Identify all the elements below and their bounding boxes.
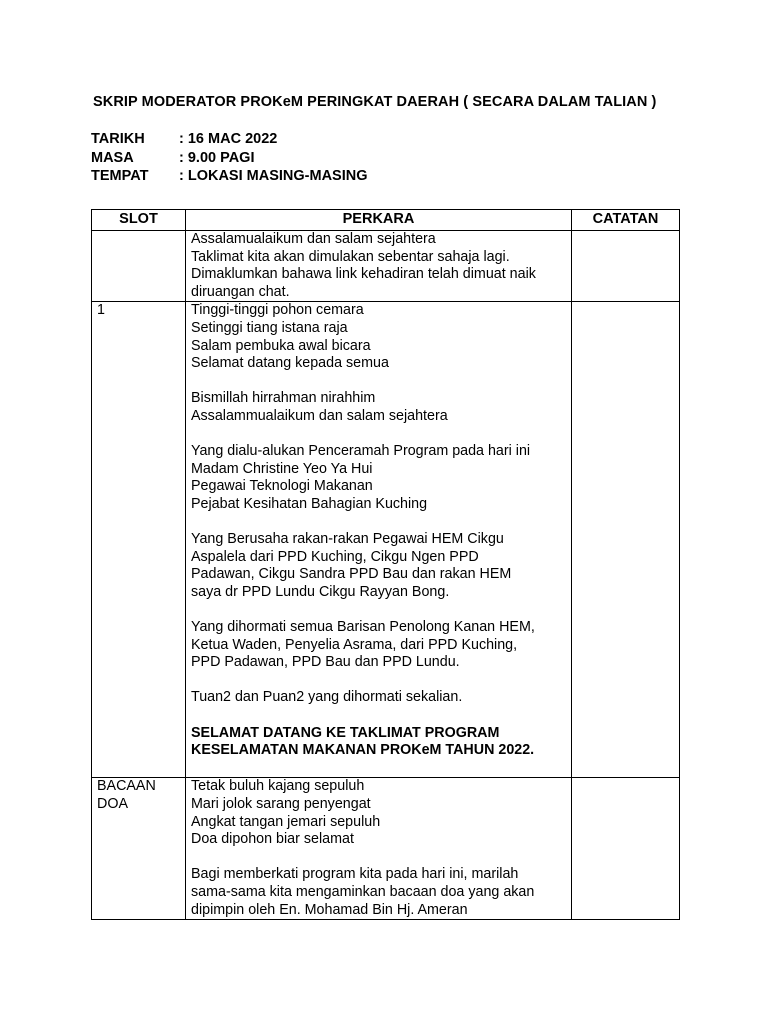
script-line: saya dr PPD Lundu Cikgu Rayyan Bong. xyxy=(191,583,450,600)
slot-line: BACAAN xyxy=(97,778,156,795)
script-line: diruangan chat. xyxy=(191,283,290,300)
blank-line xyxy=(191,601,566,619)
table-row xyxy=(92,231,680,302)
table-row xyxy=(92,778,680,920)
script-line: sama-sama kita mengaminkan bacaan doa yang akan xyxy=(191,883,535,900)
blank-line xyxy=(191,760,566,778)
meta-value: : 9.00 PAGI xyxy=(179,149,255,166)
table-header-row xyxy=(92,210,680,231)
welcome-heading-line: SELAMAT DATANG KE TAKLIMAT PROGRAM xyxy=(191,724,500,741)
script-line: Mari jolok sarang penyengat xyxy=(191,796,371,812)
script-line: Tinggi-tinggi pohon cemara xyxy=(191,302,364,319)
script-line: Doa dipohon biar selamat xyxy=(191,831,354,848)
slot-cell: 1 xyxy=(92,302,186,778)
blank-line xyxy=(191,426,566,444)
script-line: Tuan2 dan Puan2 yang dihormati sekalian. xyxy=(191,689,463,706)
script-line: PPD Padawan, PPD Bau dan PPD Lundu. xyxy=(191,654,460,671)
catatan-cell xyxy=(572,778,680,920)
script-line: dipimpin oleh En. Mohamad Bin Hj. Ameran xyxy=(191,901,468,918)
slot-cell xyxy=(92,778,186,920)
meta-row-tempat xyxy=(91,167,368,186)
document-title: SKRIP MODERATOR PROKeM PERINGKAT DAERAH ( SECARA DALAM TALIAN ) xyxy=(93,94,657,110)
script-line: Yang dihormati semua Barisan Penolong Kanan HEM, xyxy=(191,619,535,636)
meta-label: MASA xyxy=(91,149,134,166)
table-row xyxy=(92,302,680,778)
header-perkara: PERKARA xyxy=(186,210,572,231)
script-line: Assalamualaikum dan salam sejahtera xyxy=(191,231,436,247)
header-slot: SLOT xyxy=(92,210,186,231)
header-catatan: CATATAN xyxy=(572,210,680,231)
blank-line xyxy=(191,849,566,867)
welcome-heading-line: KESELAMATAN MAKANAN PROKeM TAHUN 2022. xyxy=(191,742,535,759)
script-line: Tetak buluh kajang sepuluh xyxy=(191,778,365,795)
script-line: Aspalela dari PPD Kuching, Cikgu Ngen PPD xyxy=(191,548,479,565)
script-line: Yang dialu-alukan Penceramah Program pada hari ini xyxy=(191,443,531,460)
blank-line xyxy=(191,672,566,690)
perkara-cell xyxy=(186,231,572,302)
script-line: Setinggi tiang istana raja xyxy=(191,319,348,336)
meta-row-masa xyxy=(91,149,368,168)
catatan-cell xyxy=(572,302,680,778)
script-line: Ketua Waden, Penyelia Asrama, dari PPD Kuching, xyxy=(191,636,518,653)
script-line: Pejabat Kesihatan Bahagian Kuching xyxy=(191,495,428,512)
script-line: Taklimat kita akan dimulakan sebentar sahaja lagi. xyxy=(191,248,510,265)
script-line: Yang Berusaha rakan-rakan Pegawai HEM Cikgu xyxy=(191,531,504,548)
script-line: Selamat datang kepada semua xyxy=(191,355,389,372)
script-line: Pegawai Teknologi Makanan xyxy=(191,478,373,495)
script-line: Bismillah hirrahman nirahhim xyxy=(191,390,376,407)
script-line: Angkat tangan jemari sepuluh xyxy=(191,813,381,830)
perkara-cell xyxy=(186,302,572,778)
blank-line xyxy=(191,373,566,391)
script-line: Salam pembuka awal bicara xyxy=(191,337,371,354)
meta-value: : 16 MAC 2022 xyxy=(179,131,278,147)
meta-block xyxy=(91,130,368,186)
slot-line: DOA xyxy=(97,796,128,812)
meta-label: TARIKH xyxy=(91,131,145,147)
meta-label: TEMPAT xyxy=(91,168,149,184)
meta-value: : LOKASI MASING-MASING xyxy=(179,168,368,184)
blank-line xyxy=(191,707,566,725)
script-line: Padawan, Cikgu Sandra PPD Bau dan rakan HEM xyxy=(191,566,512,583)
perkara-cell xyxy=(186,778,572,920)
script-line: Madam Christine Yeo Ya Hui xyxy=(191,460,373,477)
script-table xyxy=(91,209,680,920)
script-line: Dimaklumkan bahawa link kehadiran telah dimuat naik xyxy=(191,266,536,283)
blank-line xyxy=(191,514,566,532)
script-line: Assalammualaikum dan salam sejahtera xyxy=(191,407,448,424)
catatan-cell xyxy=(572,231,680,302)
script-line: Bagi memberkati program kita pada hari ini, marilah xyxy=(191,866,519,883)
meta-row-tarikh xyxy=(91,130,368,149)
slot-cell xyxy=(92,231,186,302)
